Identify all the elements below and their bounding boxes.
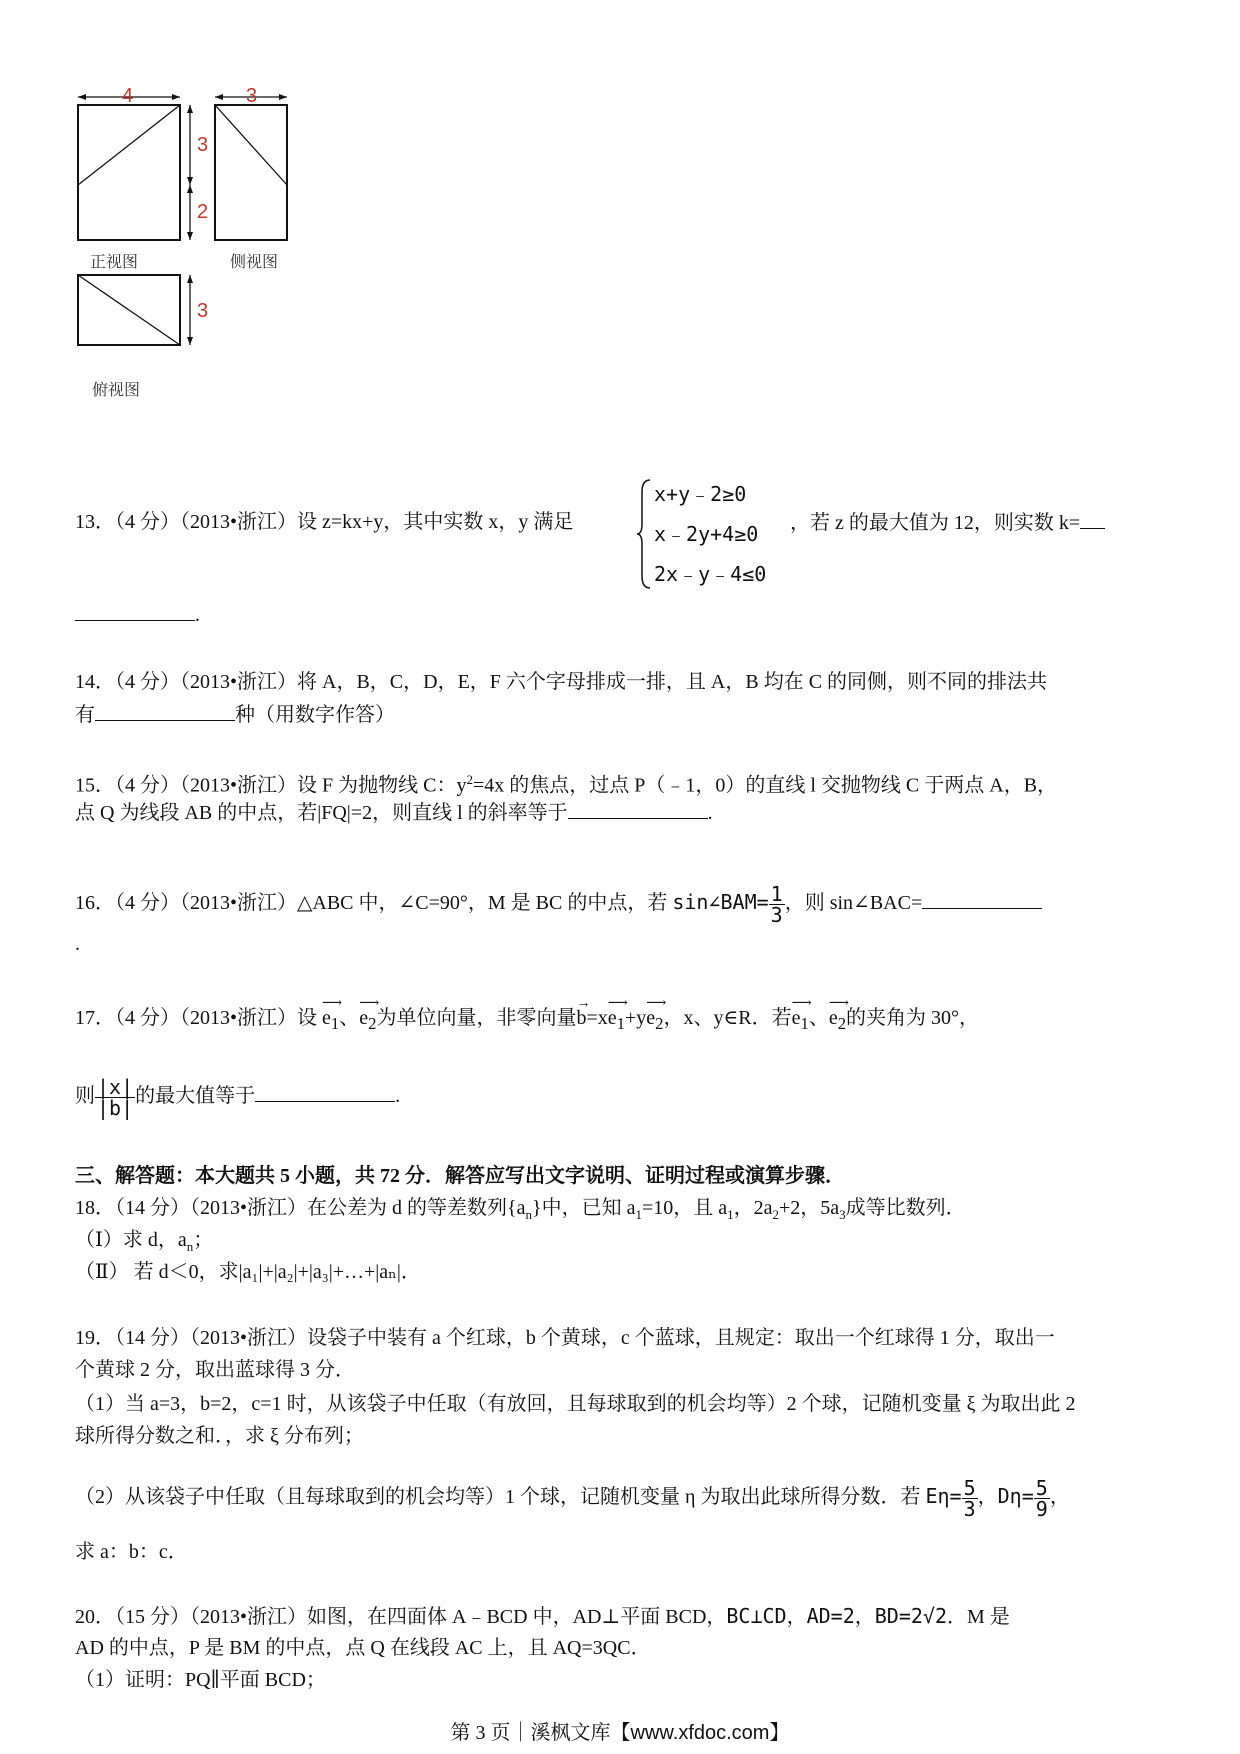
q16-end: . xyxy=(75,933,80,955)
q13-text-a: 13．（4 分）（2013•浙江）设 z=kx+y，其中实数 x，y 满足 xyxy=(75,511,574,533)
q14-answer-blank[interactable] xyxy=(95,700,235,721)
dim-side-width: 3 xyxy=(246,85,258,107)
side-view-label: 侧视图 xyxy=(230,252,279,271)
q17-vec-e2: ⟶ $e_2$ xyxy=(359,996,380,1033)
question-19-line4: 球所得分数之和．，求 ξ 分布列； xyxy=(75,1425,364,1447)
section-3-heading: 三、解答题：本大题共 5 小题，共 72 分．解答应写出文字说明、证明过程或演算步骤． xyxy=(75,1165,845,1187)
dim-top: 3 xyxy=(197,300,209,322)
q20-math: BC⊥CD，AD=2，BD=2√2 xyxy=(726,1604,948,1628)
q15-answer-blank[interactable] xyxy=(568,798,708,819)
dim-front-upper: 3 xyxy=(197,134,209,156)
question-19-line3: （1）当 a=3，b=2，c=1 时，从该袋子中任取（有放回，且每球取到的机会均等）2 个球，记随机变量 ξ 为取出此 2 xyxy=(75,1393,1076,1415)
q19-e-eta: Eη= xyxy=(925,1484,962,1508)
question-20-line3: （1）证明：PQ∥平面 BCD； xyxy=(75,1669,326,1691)
q13-answer-blank[interactable] xyxy=(1080,508,1105,529)
q17-fraction: $\frac{|x|}{|b|}$ xyxy=(97,1074,134,1120)
question-15: 15．（4 分）（2013•浙江）设 F 为抛物线 C：$y^2=4x$ 的焦点，过点 P（﹣1，0）的直线 l 交抛物线 C 于两点 A，B， xyxy=(75,772,1058,797)
q17-vec-b: → b xyxy=(576,996,591,1029)
q13-constraint-3: 2x﹣y﹣4≤0 xyxy=(654,562,767,586)
question-20-line2: AD 的中点，P 是 BM 的中点，点 Q 在线段 AC 上，且 AQ=3QC． xyxy=(75,1637,651,1659)
q13-text-b: ，若 z 的最大值为 12，则实数 k= xyxy=(790,508,1105,537)
q13-brace xyxy=(636,478,652,590)
q17-vec-e2b: ⟶ $e_2$ xyxy=(646,996,667,1033)
question-16: 16．（4 分）（2013•浙江）△ABC 中，∠C=90°，M 是 BC 的中点，若 sin∠BAM= $\frac{1}{3}$ ，则 sin∠BAC= xyxy=(75,874,1042,931)
question-19-line2: 个黄球 2 分，取出蓝球得 3 分． xyxy=(75,1359,355,1381)
question-18-part1: （Ⅰ）求 d，$a_n$； xyxy=(75,1229,214,1254)
front-view-label: 正视图 xyxy=(90,252,139,271)
q16-sin-expr: sin∠BAM= xyxy=(672,890,769,914)
top-view-label: 俯视图 xyxy=(92,380,141,399)
question-17-line2: 则 $\frac{|x|}{|b|}$ 的最大值等于 . xyxy=(75,1074,401,1120)
q16-fraction: $\frac{1}{3}$ xyxy=(770,881,783,927)
question-19: 19．（14 分）（2013•浙江）设袋子中装有 a 个红球，b 个黄球，c 个蓝球，且规定：取出一个红球得 1 分，取出一 xyxy=(75,1327,1055,1349)
dim-front-width: 4 xyxy=(122,85,134,107)
question-20: 20．（15 分）（2013•浙江）如图，在四面体 A﹣BCD 中，AD⊥平面 BCD，BC⊥CD，AD=2，BD=2√2．M 是 xyxy=(75,1604,1010,1628)
question-18: 18．（14 分）（2013•浙江）在公差为 d 的等差数列$\{a_n\}$中，已知 $a_1=10$，且 $a_1$，$2a_2+2$，$5a_3$成等比数列． xyxy=(75,1197,966,1222)
three-view-figure xyxy=(60,85,320,415)
question-14: 14．（4 分）（2013•浙江）将 A，B，C，D，E，F 六个字母排成一排，且 A，B 均在 C 的同侧，则不同的排法共 xyxy=(75,671,1048,693)
q13-answer-blank-cont[interactable] xyxy=(75,600,195,621)
q13-constraint-2: x﹣2y+4≥0 xyxy=(654,522,759,546)
q19-e-frac: $\frac{5}{3}$ xyxy=(963,1475,976,1521)
q16-answer-blank[interactable] xyxy=(922,888,1042,909)
q17-vec-e1: ⟶ $e_1$ xyxy=(322,996,343,1033)
question-15-line2: 点 Q 为线段 AB 的中点，若|FQ|=2，则直线 l 的斜率等于 . xyxy=(75,798,713,827)
question-14-line2: 有 种（用数字作答） xyxy=(75,700,395,729)
q17-answer-blank[interactable] xyxy=(255,1081,395,1102)
q13-line2: . xyxy=(75,600,200,629)
q17-vec-e2c: ⟶ $e_2$ xyxy=(828,996,849,1033)
question-18-part2: （Ⅱ） 若 d＜0，求|a₁|+|a₂|+|a₃|+…+|aₙ|． xyxy=(75,1261,421,1283)
q17-vec-e1c: ⟶ $e_1$ xyxy=(791,996,812,1033)
question-17: 17．（4 分）（2013•浙江）设 ⟶ $e_1$、 ⟶ $e_2$为单位向量，非零向量 → b=x ⟶ $e_1+y$ ⟶ $e_2$，x、y∈R．若 ⟶ $e_1$、 ⟶ $e_2$的夹角为 30°， xyxy=(75,998,979,1044)
q19-d-frac: $\frac{5}{9}$ xyxy=(1035,1475,1048,1521)
question-19-line5: （2）从该袋子中任取（且每球取到的机会均等）1 个球，记随机变量 η 为取出此球所得分数．若 Eη= $\frac{5}{3}$ ，Dη= $\frac{5}{9}$ ， xyxy=(75,1475,1070,1521)
q17-vec-e1b: ⟶ $e_1$ xyxy=(607,996,628,1033)
question-13 xyxy=(75,508,573,536)
q13-constraint-1: x+y﹣2≥0 xyxy=(654,482,747,506)
page-footer: 第 3 页｜溪枫文库【www.xfdoc.com】 xyxy=(450,1722,790,1744)
q19-d-eta: Dη= xyxy=(997,1484,1034,1508)
footer-url[interactable]: www.xfdoc.com xyxy=(630,1722,770,1744)
question-19-line6: 求 a：b：c． xyxy=(75,1541,188,1563)
dim-front-lower: 2 xyxy=(197,201,209,223)
